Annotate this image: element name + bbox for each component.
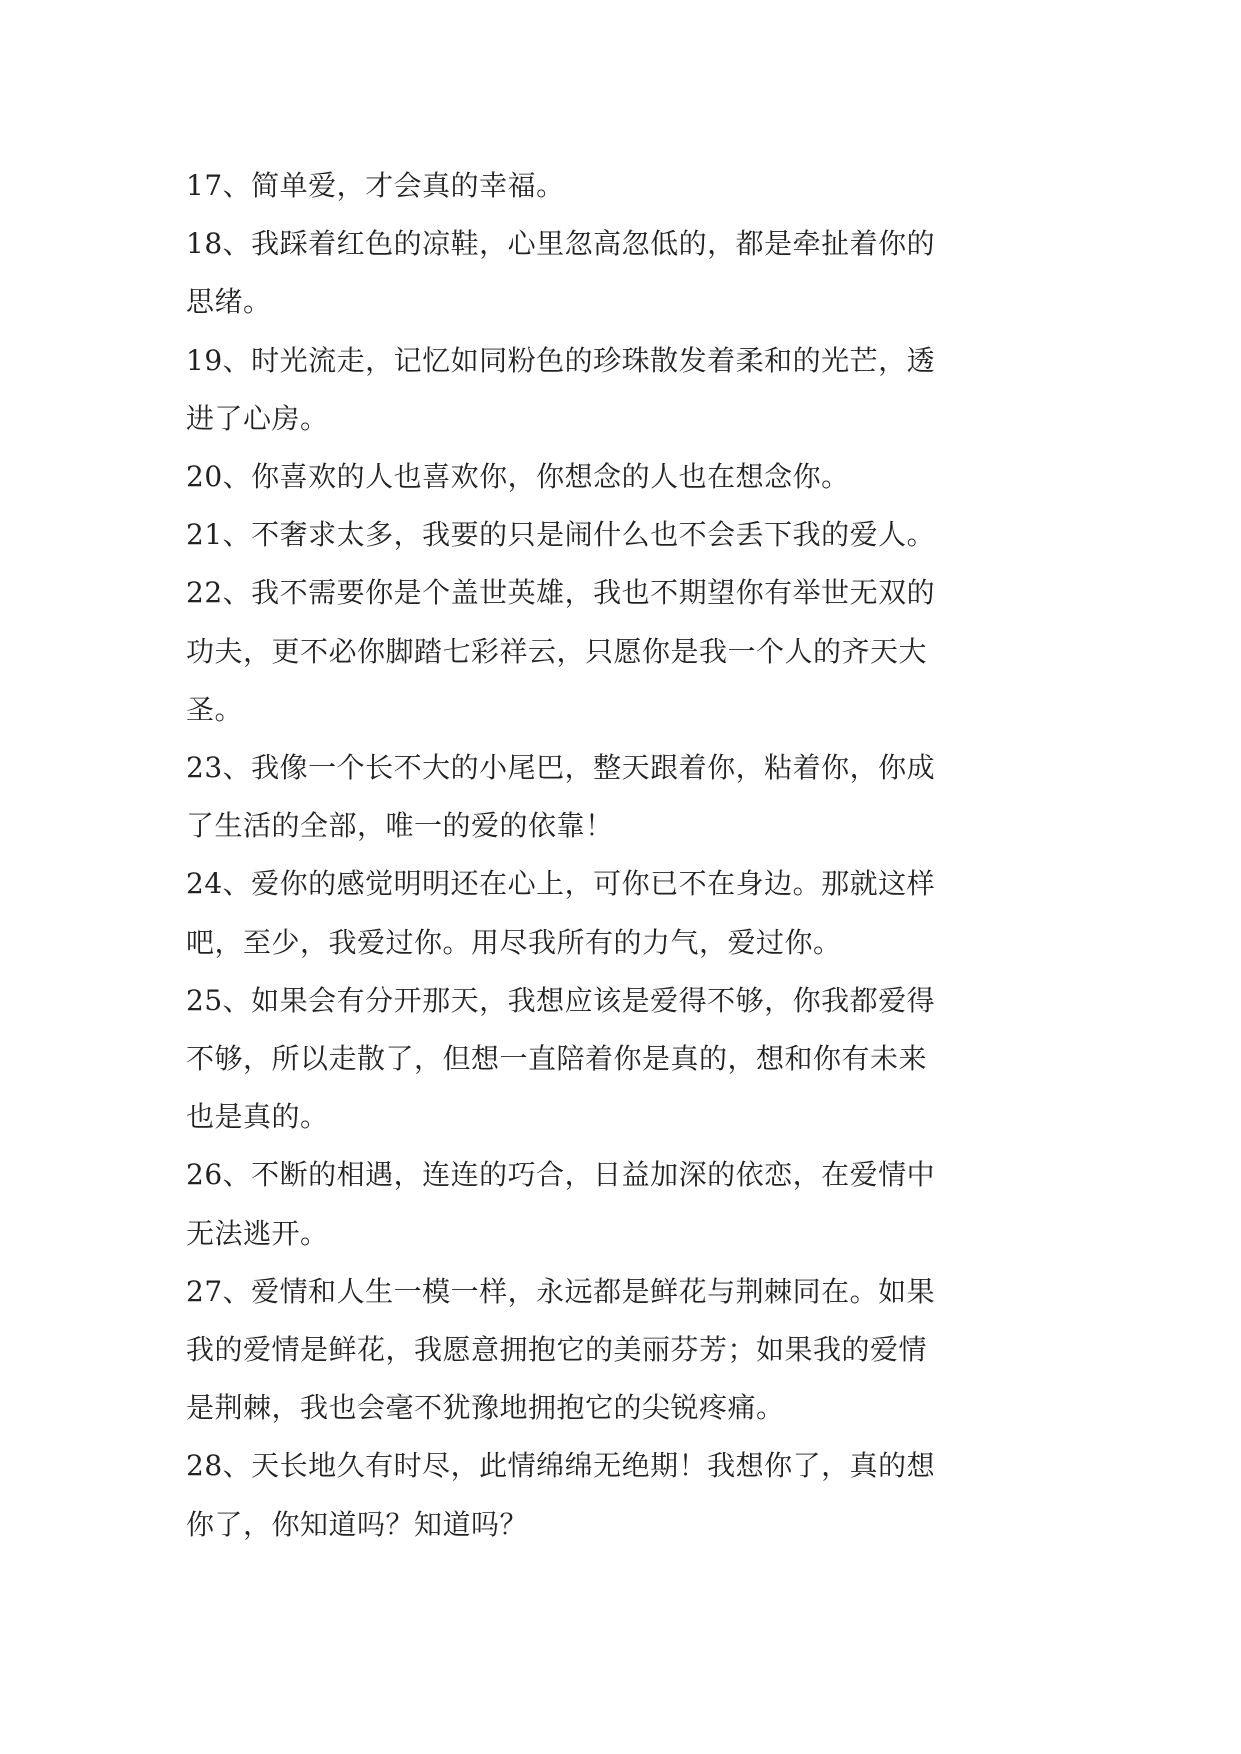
text-line: 24、爱你的感觉明明还在心上，可你已不在身边。那就这样 bbox=[186, 867, 936, 901]
document-body bbox=[186, 157, 1086, 1554]
text-line: 28、天长地久有时尽，此情绵绵无绝期！我想你了，真的想 bbox=[186, 1449, 936, 1483]
text-line: 圣。 bbox=[186, 692, 244, 726]
text-line: 进了心房。 bbox=[186, 401, 329, 435]
text-line: 思绪。 bbox=[186, 285, 272, 319]
text-line: 功夫，更不必你脚踏七彩祥云，只愿你是我一个人的齐天大 bbox=[186, 634, 928, 668]
text-line: 22、我不需要你是个盖世英雄，我也不期望你有举世无双的 bbox=[186, 576, 936, 610]
text-line: 20、你喜欢的人也喜欢你，你想念的人也在想念你。 bbox=[186, 460, 850, 494]
text-line: 我的爱情是鲜花，我愿意拥抱它的美丽芬芳；如果我的爱情 bbox=[186, 1333, 928, 1367]
text-line: 27、爱情和人生一模一样，永远都是鲜花与荆棘同在。如果 bbox=[186, 1274, 936, 1308]
text-line: 不够，所以走散了，但想一直陪着你是真的，想和你有未来 bbox=[186, 1042, 928, 1076]
text-line: 吧，至少，我爱过你。用尽我所有的力气，爱过你。 bbox=[186, 925, 842, 959]
text-line: 你了，你知道吗？知道吗？ bbox=[186, 1507, 529, 1541]
text-line: 25、如果会有分开那天，我想应该是爱得不够，你我都爱得 bbox=[186, 983, 936, 1017]
text-line: 26、不断的相遇，连连的巧合，日益加深的依恋，在爱情中 bbox=[186, 1158, 936, 1192]
text-line: 23、我像一个长不大的小尾巴，整天跟着你，粘着你，你成 bbox=[186, 751, 936, 785]
text-line: 了生活的全部，唯一的爱的依靠！ bbox=[186, 809, 614, 843]
text-line: 无法逃开。 bbox=[186, 1216, 329, 1250]
text-line: 17、简单爱，才会真的幸福。 bbox=[186, 169, 565, 202]
text-line: 18、我踩着红色的凉鞋，心里忽高忽低的，都是牵扯着你的 bbox=[186, 227, 936, 261]
text-line: 21、不奢求太多，我要的只是闹什么也不会丢下我的爱人。 bbox=[186, 518, 936, 552]
text-line: 是荆棘，我也会毫不犹豫地拥抱它的尖锐疼痛。 bbox=[186, 1391, 785, 1425]
text-line: 也是真的。 bbox=[186, 1100, 329, 1134]
text-line: 19、时光流走，记忆如同粉色的珍珠散发着柔和的光芒，透 bbox=[186, 343, 936, 377]
